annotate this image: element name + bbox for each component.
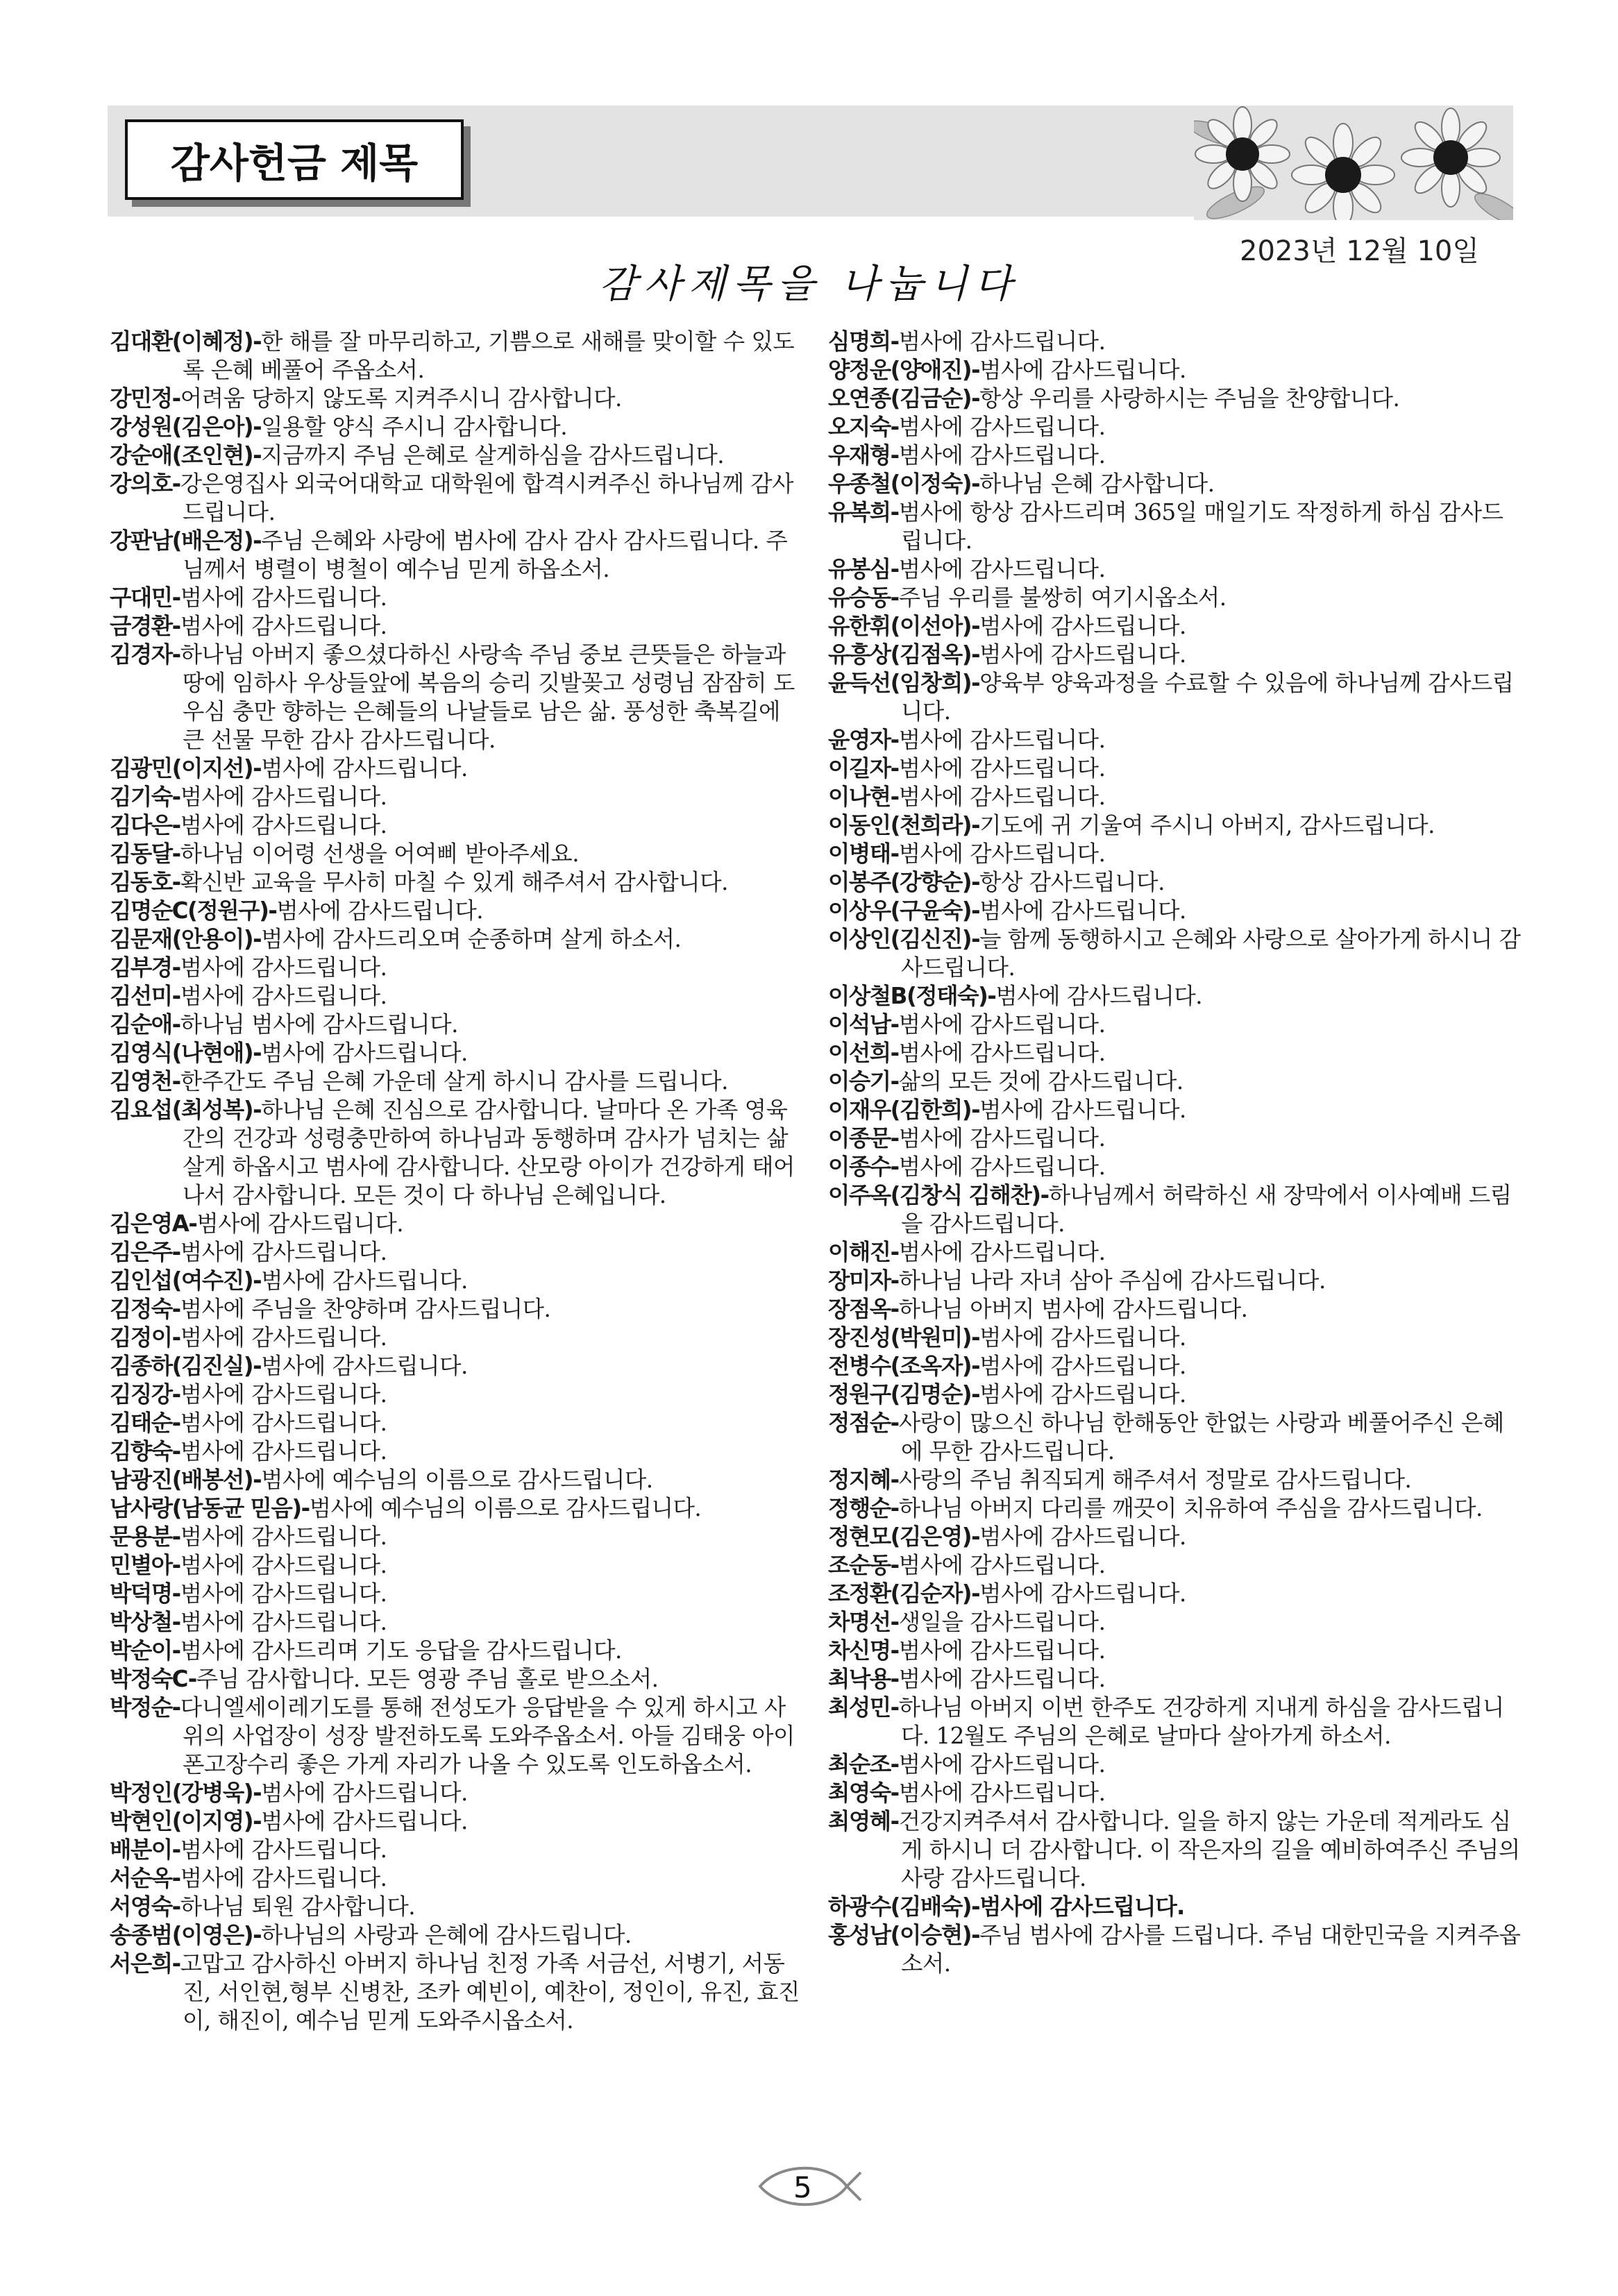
- entry-name: 우종철(이정숙)-: [828, 471, 980, 497]
- entry-text: 하나님 퇴원 감사합니다.: [180, 1893, 416, 1920]
- entry-name: 정점순-: [828, 1410, 899, 1436]
- thanks-entry: [828, 1153, 1522, 1181]
- entry-text: 사랑의 주님 취직되게 해주셔서 정말로 감사드립니다.: [898, 1467, 1412, 1493]
- entry-text: 범사에 감사드립니다.: [180, 784, 387, 810]
- entry-name: 송종범(이영은)-: [110, 1922, 262, 1948]
- entry-name: 이길자-: [828, 755, 899, 782]
- thanks-entry: [110, 1067, 804, 1096]
- thanks-entry: [828, 498, 1522, 555]
- thanks-entry: [828, 1067, 1522, 1096]
- entry-text: 주님 범사에 감사를 드립니다. 주님 대한민국을 지켜주옵소서.: [901, 1922, 1521, 1977]
- entry-text: 범사에 감사드립니다.: [979, 357, 1186, 383]
- entry-text: 범사에 감사드립니다.: [898, 727, 1106, 753]
- thanks-entry: [828, 555, 1522, 584]
- thanks-entry: [110, 1580, 804, 1608]
- entry-name: 배분이-: [110, 1837, 180, 1863]
- entry-name: 김영식(나현애)-: [110, 1040, 262, 1066]
- entry-name: 유복희-: [828, 499, 899, 525]
- thanks-entry: [110, 868, 804, 897]
- entry-name: 이봉주(강향순)-: [828, 869, 980, 895]
- thanks-entry: [110, 1836, 804, 1864]
- entry-text: 어려움 당하지 않도록 지켜주시니 감사합니다.: [180, 385, 622, 412]
- entry-name: 양정운(양애진)-: [828, 357, 980, 383]
- thanks-entry: [828, 1665, 1522, 1694]
- section-subtitle: 감사제목을 나눕니다: [599, 262, 1019, 307]
- entry-text: 범사에 감사드립니다.: [180, 584, 387, 611]
- entry-name: 윤영자-: [828, 727, 899, 753]
- entry-text: 범사에 감사드립니다.: [180, 1837, 387, 1863]
- entry-text: 범사에 감사드립니다.: [898, 784, 1106, 810]
- entry-text: 범사에 감사드립니다.: [276, 897, 484, 924]
- entry-text: 범사에 감사드립니다.: [898, 1154, 1106, 1180]
- entry-text: 범사에 감사드립니다.: [180, 1865, 387, 1891]
- entry-name: 이석남-: [828, 1011, 899, 1038]
- entry-text: 지금까지 주님 은혜로 살게하심을 감사드립니다.: [261, 442, 725, 469]
- thanks-entry: [828, 356, 1522, 385]
- entry-text: 범사에 감사드립니다.: [180, 1381, 387, 1408]
- thanks-entry: [110, 954, 804, 982]
- thanks-entry: [110, 1324, 804, 1352]
- thanks-entry: [110, 1779, 804, 1807]
- thanks-entry: [828, 1637, 1522, 1665]
- bulletin-date: 2023년 12월 10일: [1240, 235, 1479, 267]
- entry-text: 범사에 감사드립니다.: [898, 1666, 1106, 1692]
- entry-name: 이동인(천희라)-: [828, 812, 980, 838]
- entry-name: 이선희-: [828, 1040, 899, 1066]
- thanks-entry: [110, 1523, 804, 1551]
- thanks-entry: [828, 1352, 1522, 1381]
- entry-name: 김영천-: [110, 1068, 180, 1095]
- thanks-entry: [828, 754, 1522, 783]
- entry-text: 범사에 감사드립니다.: [180, 1523, 387, 1550]
- entry-name: 김선미-: [110, 983, 180, 1009]
- entry-name: 김요섭(최성복)-: [110, 1097, 262, 1123]
- entry-text: 생일을 감사드립니다.: [898, 1609, 1106, 1635]
- entry-text: 범사에 감사드립니다.: [898, 755, 1106, 782]
- thanks-entry: [110, 811, 804, 840]
- entry-text: 범사에 감사드립니다.: [898, 1125, 1106, 1151]
- thanks-entry: [828, 1694, 1522, 1750]
- thanks-entry: [828, 868, 1522, 897]
- entry-name: 조정환(김순자)-: [828, 1580, 980, 1607]
- thanks-entry: [110, 1409, 804, 1437]
- entry-name: 이상우(구윤숙)-: [828, 897, 980, 924]
- thanks-entry: [110, 584, 804, 612]
- thanks-entry: [110, 1921, 804, 1950]
- entry-name: 문용분-: [110, 1523, 180, 1550]
- entry-text: 범사에 감사드립니다.: [898, 1239, 1106, 1265]
- thanks-entry: [110, 1210, 804, 1238]
- thanks-entry: [828, 982, 1522, 1011]
- entry-text: 범사에 감사드립니다.: [979, 1353, 1186, 1379]
- entry-name: 하광수(김배숙)-: [828, 1893, 980, 1920]
- entry-name: 최순조-: [828, 1751, 899, 1778]
- sunflower-image: [1194, 105, 1513, 220]
- entry-name: 김명순C(정원구)-: [110, 897, 277, 924]
- entry-text: 범사에 감사드립니다.: [979, 613, 1186, 639]
- entry-text: 범사에 감사드립니다.: [979, 1381, 1186, 1408]
- thanks-entry: [110, 1039, 804, 1067]
- entry-text: 범사에 감사드립니다.: [180, 1580, 387, 1607]
- entry-text: 범사에 감사드립니다.: [261, 1808, 468, 1834]
- thanks-entry: [110, 925, 804, 954]
- entry-name: 김부경-: [110, 954, 180, 981]
- thanks-entry: [110, 754, 804, 783]
- entry-text: 양육부 양육과정을 수료할 수 있음에 하나님께 감사드립니다.: [901, 670, 1514, 725]
- thanks-entry: [110, 641, 804, 754]
- thanks-entry: [110, 1494, 804, 1523]
- thanks-entry: [110, 612, 804, 641]
- entry-name: 김은영A-: [110, 1210, 197, 1237]
- entry-text: 범사에 감사드립니다.: [180, 812, 387, 838]
- entry-name: 김정이-: [110, 1324, 180, 1351]
- entry-text: 범사에 감사드립니다.: [180, 1239, 387, 1265]
- thanks-entry: [110, 1551, 804, 1580]
- entry-name: 박정순-: [110, 1694, 180, 1721]
- entry-text: 범사에 감사드립니다.: [261, 755, 468, 782]
- entry-name: 유흥상(김점옥)-: [828, 641, 980, 668]
- thanks-entry: [110, 1950, 804, 2035]
- entry-name: 김징강-: [110, 1381, 180, 1408]
- entry-name: 심명희-: [828, 328, 899, 355]
- thanks-entry: [828, 840, 1522, 868]
- thanks-entry: [110, 1096, 804, 1210]
- entry-name: 강민정-: [110, 385, 180, 412]
- entry-text: 하나님 아버지 범사에 감사드립니다.: [898, 1296, 1248, 1322]
- entry-name: 오연종(김금순)-: [828, 385, 980, 412]
- thanks-entry: [110, 1665, 804, 1694]
- entry-text: 항상 감사드립니다.: [979, 869, 1165, 895]
- entry-name: 김종하(김진실)-: [110, 1353, 262, 1379]
- thanks-entry: [110, 1295, 804, 1324]
- entry-text: 범사에 감사드립니다.: [898, 442, 1106, 469]
- thanks-entry: [110, 982, 804, 1011]
- thanks-entry: [110, 897, 804, 925]
- thanks-entry: [828, 1409, 1522, 1466]
- thanks-entry: [828, 1011, 1522, 1039]
- thanks-entry: [828, 1807, 1522, 1893]
- entry-text: 범사에 감사드립니다.: [180, 1552, 387, 1578]
- entry-text: 주님 우리를 불쌍히 여기시옵소서.: [898, 584, 1227, 611]
- entry-text: 하나님 나라 자녀 삼아 주심에 감사드립니다.: [898, 1267, 1326, 1294]
- thanks-entry: [828, 612, 1522, 641]
- entry-name: 박정숙C-: [110, 1666, 196, 1692]
- entry-name: 정행순-: [828, 1495, 899, 1521]
- entry-text: 범사에 감사드립니다.: [979, 1893, 1185, 1920]
- thanks-entry: [110, 1267, 804, 1295]
- entry-name: 이나현-: [828, 784, 899, 810]
- thanks-entry: [110, 1466, 804, 1494]
- entry-name: 이종수-: [828, 1154, 899, 1180]
- entry-text: 범사에 감사드립니다.: [196, 1210, 404, 1237]
- thanks-entry: [828, 1238, 1522, 1267]
- entry-text: 한 해를 잘 마무리하고, 기쁨으로 새해를 맞이할 수 있도록 은혜 베풀어 주옵소서.: [183, 328, 795, 383]
- entry-name: 김동달-: [110, 841, 180, 867]
- thanks-entry: [828, 811, 1522, 840]
- entry-text: 기도에 귀 기울여 주시니 아버지, 감사드립니다.: [979, 812, 1435, 838]
- entry-text: 범사에 감사드립니다.: [898, 1751, 1106, 1778]
- thanks-entry: [110, 441, 804, 470]
- thanks-entry: [110, 1694, 804, 1779]
- thanks-entry: [110, 783, 804, 811]
- entry-text: 범사에 감사드립니다.: [898, 841, 1106, 867]
- entry-text: 범사에 감사드립니다.: [979, 641, 1186, 668]
- entry-name: 강성원(김은아)-: [110, 414, 262, 440]
- entry-text: 하나님 은혜 진심으로 감사합니다. 날마다 온 가족 영육간의 건강과 성령충만하여 하나님과 동행하며 감사가 넘치는 삶 살게 하옵시고 범사에 감사합니다. 산모랑 아이가 건강하게 태어나서 감사합니다. 모든 것이 다 하나님 은혜입니다.: [183, 1097, 795, 1208]
- thanks-entry: [828, 1124, 1522, 1153]
- thanks-entry: [828, 641, 1522, 669]
- thanks-entry: [828, 385, 1522, 413]
- thanks-entry: [828, 1893, 1522, 1921]
- entry-text: 범사에 감사드립니다.: [180, 1410, 387, 1436]
- entry-name: 구대민-: [110, 584, 180, 611]
- entry-name: 차신명-: [828, 1637, 899, 1664]
- thanks-entry: [110, 1893, 804, 1921]
- entry-text: 범사에 감사드립니다.: [261, 1267, 468, 1294]
- thanks-entry: [828, 1921, 1522, 1978]
- entry-name: 박현인(이지영)-: [110, 1808, 262, 1834]
- entry-name: 장미자-: [828, 1267, 899, 1294]
- entry-name: 김동호-: [110, 869, 180, 895]
- section-title: 감사헌금 제목: [170, 140, 419, 187]
- entry-name: 차명선-: [828, 1609, 899, 1635]
- entry-text: 범사에 감사드립니다.: [180, 1438, 387, 1464]
- thanks-entry: [828, 1779, 1522, 1807]
- thanks-entry: [110, 1011, 804, 1039]
- entry-text: 범사에 주님을 찬양하며 감사드립니다.: [180, 1296, 551, 1322]
- thanks-entry: [828, 669, 1522, 726]
- entry-name: 김은주-: [110, 1239, 180, 1265]
- entry-name: 최성민-: [828, 1694, 899, 1721]
- entry-text: 주님 감사합니다. 모든 영광 주님 홀로 받으소서.: [196, 1666, 659, 1692]
- entry-name: 이승기-: [828, 1068, 899, 1095]
- section-title-box: [125, 119, 464, 200]
- entry-text: 범사에 감사드립니다.: [898, 1552, 1106, 1578]
- thanks-entry: [110, 1437, 804, 1466]
- thanks-entry: [110, 1238, 804, 1267]
- entry-name: 이해진-: [828, 1239, 899, 1265]
- entry-name: 장점옥-: [828, 1296, 899, 1322]
- thanks-entry: [110, 1608, 804, 1637]
- entry-text: 범사에 감사드립니다.: [898, 1011, 1106, 1038]
- entry-name: 김순애-: [110, 1011, 180, 1038]
- entry-name: 김기숙-: [110, 784, 180, 810]
- entry-name: 장진성(박원미)-: [828, 1324, 980, 1351]
- entry-text: 범사에 감사드립니다.: [898, 1040, 1106, 1066]
- entry-text: 범사에 감사드립니다.: [898, 1637, 1106, 1664]
- thanks-entry: [828, 441, 1522, 470]
- entry-name: 우재형-: [828, 442, 899, 469]
- entry-text: 하나님 아버지 좋으셨다하신 사랑속 주님 중보 큰뜻들은 하늘과 땅에 임하사 우상들앞에 복음의 승리 깃발꽂고 성령님 잠잠히 도우심 충만 향하는 은혜들의 나날들로 남은 삶. 풍성한 축복길에 큰 선물 무한 감사 감사드립니다.: [180, 641, 795, 753]
- thanks-entry: [110, 1381, 804, 1409]
- entry-text: 범사에 감사드립니다.: [180, 613, 387, 639]
- entry-text: 하나님 이어령 선생을 어여삐 받아주세요.: [180, 841, 580, 867]
- entry-text: 하나님 은혜 감사합니다.: [979, 471, 1215, 497]
- entry-text: 범사에 감사드립니다.: [261, 1353, 468, 1379]
- entry-text: 하나님 범사에 감사드립니다.: [180, 1011, 458, 1038]
- entry-text: 확신반 교육을 무사히 마칠 수 있게 해주셔서 감사합니다.: [180, 869, 728, 895]
- entry-text: 삶의 모든 것에 감사드립니다.: [898, 1068, 1183, 1095]
- thanks-entry: [110, 840, 804, 868]
- thanks-entry: [828, 1551, 1522, 1580]
- entry-text: 건강지켜주셔서 감사합니다. 일을 하지 않는 가운데 적게라도 심게 하시니 더 감사합니다. 이 작은자의 길을 예비하여주신 주님의 사랑 감사드립니다.: [898, 1808, 1520, 1891]
- entry-text: 범사에 감사드립니다.: [898, 556, 1106, 582]
- entry-name: 서순옥-: [110, 1865, 180, 1891]
- entry-name: 강순애(조인현)-: [110, 442, 262, 469]
- entry-text: 강은영집사 외국어대학교 대학원에 합격시켜주신 하나님께 감사드립니다.: [180, 471, 794, 525]
- entry-text: 범사에 감사드립니다.: [261, 1040, 468, 1066]
- entry-name: 서은희-: [110, 1950, 180, 1977]
- entry-name: 정현모(김은영)-: [828, 1523, 980, 1550]
- entry-name: 박정인(강병욱)-: [110, 1780, 262, 1806]
- entry-text: 항상 우리를 사랑하시는 주님을 찬양합니다.: [979, 385, 1400, 412]
- entry-name: 이병태-: [828, 841, 899, 867]
- entry-text: 범사에 감사드립니다.: [898, 1780, 1106, 1806]
- thanks-entry: [110, 1352, 804, 1381]
- entry-text: 하나님 아버지 다리를 깨끗이 치유하여 주심을 감사드립니다.: [898, 1495, 1483, 1521]
- entry-name: 김문재(안용이)-: [110, 926, 262, 952]
- entry-text: 범사에 감사드립니다.: [979, 1523, 1186, 1550]
- entry-text: 일용할 양식 주시니 감사합니다.: [261, 414, 568, 440]
- entry-name: 최낙용-: [828, 1666, 899, 1692]
- entry-name: 박덕명-: [110, 1580, 180, 1607]
- entry-name: 이종문-: [828, 1125, 899, 1151]
- entry-name: 조순동-: [828, 1552, 899, 1578]
- entry-name: 홍성남(이승현)-: [828, 1922, 980, 1948]
- entry-text: 범사에 항상 감사드리며 365일 매일기도 작정하게 하심 감사드립니다.: [898, 499, 1503, 554]
- entry-name: 김향숙-: [110, 1438, 180, 1464]
- entry-text: 하나님의 사랑과 은혜에 감사드립니다.: [261, 1922, 632, 1948]
- entry-text: 범사에 감사드립니다.: [979, 1580, 1186, 1607]
- entry-text: 범사에 감사드립니다.: [180, 1324, 387, 1351]
- page-number: 5: [793, 2170, 812, 2204]
- entry-name: 김인섭(여수진)-: [110, 1267, 262, 1294]
- thanks-entry: [828, 1750, 1522, 1779]
- entry-name: 남광진(배봉선)-: [110, 1467, 262, 1493]
- entry-text: 범사에 감사드립니다.: [979, 897, 1186, 924]
- thanks-entry: [828, 1523, 1522, 1551]
- entry-text: 범사에 감사드립니다.: [995, 983, 1203, 1009]
- entry-name: 김정숙-: [110, 1296, 180, 1322]
- left-column: [110, 328, 804, 2143]
- entry-name: 김다은-: [110, 812, 180, 838]
- entry-text: 범사에 감사드립니다.: [180, 983, 387, 1009]
- right-column: [828, 328, 1522, 2136]
- thanks-entry: [110, 1807, 804, 1836]
- thanks-entry: [110, 470, 804, 527]
- thanks-entry: [828, 925, 1522, 982]
- entry-text: 하나님께서 허락하신 새 장막에서 이사예배 드림을 감사드립니다.: [901, 1182, 1512, 1237]
- entry-text: 사랑이 많으신 하나님 한해동안 한없는 사랑과 베풀어주신 은혜에 무한 감사드립니다.: [898, 1410, 1504, 1464]
- entry-name: 김광민(이지선)-: [110, 755, 262, 782]
- thanks-entry: [828, 1608, 1522, 1637]
- entry-text: 늘 함께 동행하시고 은혜와 사랑으로 살아가게 하시니 감사드립니다.: [901, 926, 1521, 981]
- entry-name: 남사랑(남동균 믿음)-: [110, 1495, 310, 1521]
- thanks-entry: [828, 1381, 1522, 1409]
- entry-name: 윤득선(임창희)-: [828, 670, 980, 696]
- entry-name: 박상철-: [110, 1609, 180, 1635]
- entry-text: 고맙고 감사하신 아버지 하나님 친정 가족 서금선, 서병기, 서동진, 서인현,형부 신병찬, 조카 예빈이, 예찬이, 정인이, 유진, 효진이, 해진이, 예수님 믿게 도와주시옵소서.: [180, 1950, 800, 2034]
- entry-name: 전병수(조옥자)-: [828, 1353, 980, 1379]
- thanks-entry: [828, 1324, 1522, 1352]
- entry-text: 다니엘세이레기도를 통해 전성도가 응답받을 수 있게 하시고 사위의 사업장이 성장 발전하도록 도와주옵소서. 아들 김태웅 아이폰고장수리 좋은 가게 자리가 나올 수 있도록 인도하옵소서.: [180, 1694, 795, 1778]
- entry-name: 정원구(김명순)-: [828, 1381, 980, 1408]
- entry-text: 한주간도 주님 은혜 가운데 살게 하시니 감사를 드립니다.: [180, 1068, 728, 1095]
- thanks-entry: [828, 897, 1522, 925]
- entry-name: 이상인(김신진)-: [828, 926, 980, 952]
- entry-text: 범사에 감사드립니다.: [898, 414, 1106, 440]
- thanks-entry: [828, 1466, 1522, 1494]
- entry-name: 강판남(배은정)-: [110, 527, 262, 554]
- entry-text: 범사에 감사드립니다.: [898, 328, 1106, 355]
- entry-text: 범사에 감사드립니다.: [180, 954, 387, 981]
- thanks-entry: [828, 783, 1522, 811]
- thanks-entry: [828, 328, 1522, 356]
- entry-name: 김대환(이혜정)-: [110, 328, 262, 355]
- entry-name: 금경환-: [110, 613, 180, 639]
- entry-name: 강의호-: [110, 471, 180, 497]
- entry-text: 범사에 예수님의 이름으로 감사드립니다.: [261, 1467, 653, 1493]
- entry-name: 이주옥(김창식 김해찬)-: [828, 1182, 1049, 1208]
- entry-text: 범사에 감사드립니다.: [979, 1324, 1186, 1351]
- thanks-entry: [828, 584, 1522, 612]
- entry-name: 김경자-: [110, 641, 180, 668]
- entry-text: 범사에 감사드리며 기도 응답을 감사드립니다.: [180, 1637, 622, 1664]
- entry-name: 민별아-: [110, 1552, 180, 1578]
- entry-name: 이상철B(정태숙)-: [828, 983, 996, 1009]
- entry-name: 김태순-: [110, 1410, 180, 1436]
- entry-name: 유한휘(이선아)-: [828, 613, 980, 639]
- thanks-entry: [828, 1295, 1522, 1324]
- page-number-badge: [753, 2162, 864, 2211]
- entry-name: 유승동-: [828, 584, 899, 611]
- thanks-entry: [828, 1181, 1522, 1238]
- entry-text: 범사에 감사드리오며 순종하며 살게 하소서.: [261, 926, 682, 952]
- thanks-entry: [110, 328, 804, 385]
- thanks-entry: [110, 1864, 804, 1893]
- entry-name: 정지혜-: [828, 1467, 899, 1493]
- entry-name: 유봉심-: [828, 556, 899, 582]
- entry-text: 범사에 예수님의 이름으로 감사드립니다.: [309, 1495, 702, 1521]
- entry-name: 박순이-: [110, 1637, 180, 1664]
- entry-text: 하나님 아버지 이번 한주도 건강하게 지내게 하심을 감사드립니다. 12월도 주님의 은혜로 날마다 살아가게 하소서.: [898, 1694, 1504, 1749]
- thanks-entry: [110, 527, 804, 584]
- entry-name: 이재우(김한희)-: [828, 1097, 980, 1123]
- thanks-entry: [828, 1580, 1522, 1608]
- thanks-entry: [110, 413, 804, 441]
- thanks-entry: [828, 470, 1522, 498]
- entry-text: 범사에 감사드립니다.: [180, 1609, 387, 1635]
- entry-text: 범사에 감사드립니다.: [261, 1780, 468, 1806]
- thanks-entry: [110, 385, 804, 413]
- thanks-entry: [110, 1637, 804, 1665]
- thanks-entry: [828, 413, 1522, 441]
- thanks-entry: [828, 1096, 1522, 1124]
- thanks-entry: [828, 1267, 1522, 1295]
- entry-name: 오지숙-: [828, 414, 899, 440]
- entry-text: 범사에 감사드립니다.: [979, 1097, 1186, 1123]
- entry-name: 서영숙-: [110, 1893, 180, 1920]
- entry-name: 최영혜-: [828, 1808, 899, 1834]
- thanks-entry: [828, 1039, 1522, 1067]
- entry-name: 최영숙-: [828, 1780, 899, 1806]
- thanks-entry: [828, 726, 1522, 754]
- thanks-entry: [828, 1494, 1522, 1523]
- entry-text: 주님 은혜와 사랑에 범사에 감사 감사 감사드립니다. 주님께서 병렬이 병철이 예수님 믿게 하옵소서.: [183, 527, 788, 582]
